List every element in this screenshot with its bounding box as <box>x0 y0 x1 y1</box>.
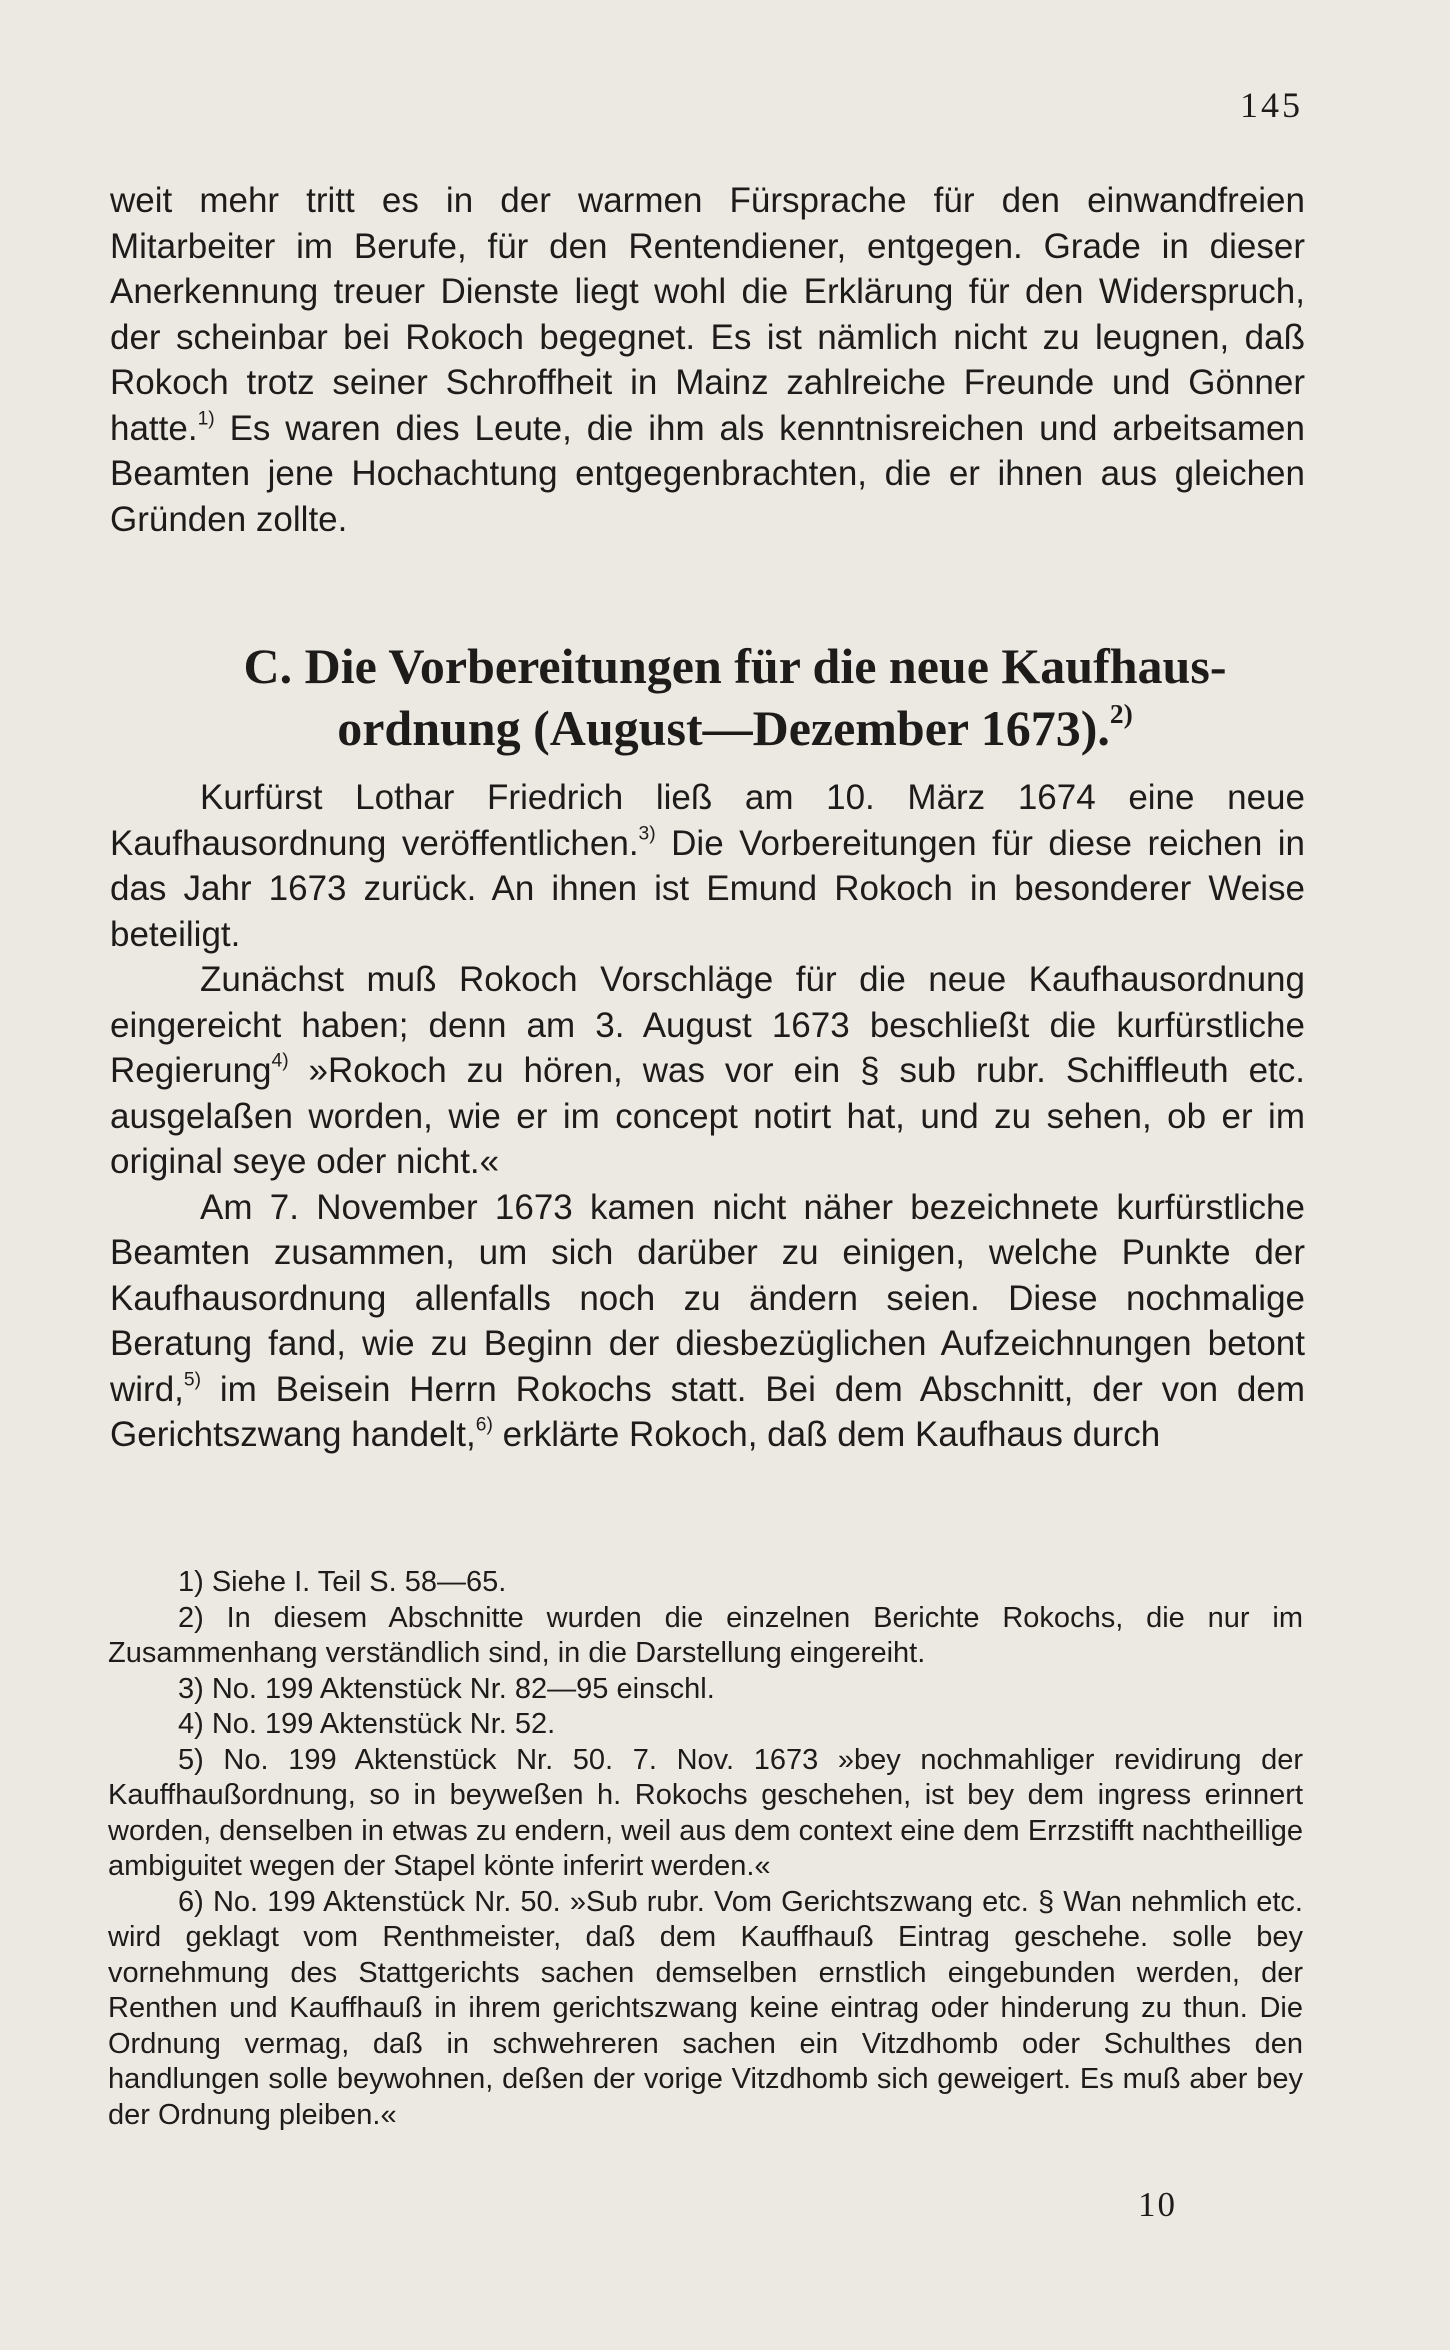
paragraph-1-text-b: Die Vorbereitungen für diese reichen in das Jahr 1673 zurück. An ihnen ist Emund Rokoch in besonderer Weise beteiligt. <box>110 823 1305 954</box>
section-heading-text: ordnung (August—Dezember 1673). <box>337 700 1110 756</box>
intro-text-b: Es waren dies Leute, die ihm als kenntnisreichen und arbeitsamen Beamten jene Hochachtung entgegenbrachten, die er ihnen aus gleichen Gründen zollte. <box>110 408 1305 539</box>
footnote-ref-3: 3) <box>638 823 656 845</box>
footnote-ref-1: 1) <box>197 408 215 430</box>
footnote-6: 6) No. 199 Aktenstück Nr. 50. »Sub rubr. Vom Gerichtszwang etc. § Wan nehmlich etc. wird geklagt vom Renthmeister, daß dem Kauffhauß Eintrag geschehe. solle bey vornehmung des Stattgerichts sachen demselben ernstlich eingebunden werden, der Renthen und Kauffhauß in ihrem gerichtszwang keine eintrag oder hinderung zu thun. Die Ordnung vermag, daß in schwehreren sachen ein Vitzdhomb oder Schulthes den handlungen solle beywohnen, deßen der vorige Vitzdhomb sich geweigert. Es muß aber bey der Ordnung pleiben.« <box>108 1885 1303 2131</box>
paragraph-3-text-b: im Beisein Herrn Rokochs statt. Bei dem Abschnitt, der von dem Gerichtszwang handelt, <box>110 1369 1305 1454</box>
intro-text-block <box>110 178 1305 542</box>
paragraph-3 <box>110 1185 1305 1458</box>
footnote-ref-2: 2) <box>1109 698 1133 729</box>
footnote-ref-5: 5) <box>183 1369 202 1391</box>
footnote-ref-6: 6) <box>475 1414 493 1436</box>
section-heading <box>150 635 1320 759</box>
section-heading-line-1: C. Die Vorbereitungen für die neue Kaufhaus- <box>243 638 1227 694</box>
paragraph-2 <box>110 957 1305 1185</box>
footnote-1: 1) Siehe I. Teil S. 58—65. <box>178 1566 507 1598</box>
footnote-2: 2) In diesem Abschnitte wurden die einzelnen Berichte Rokochs, die nur im Zusammenhang verständlich sind, in die Darstellung eingereiht. <box>108 1601 1303 1669</box>
section-text-block <box>110 775 1305 1458</box>
footnotes <box>108 1565 1303 2133</box>
intro-paragraph <box>110 178 1305 542</box>
intro-text-a: weit mehr tritt es in der warmen Fürsprache für den einwandfreien Mitarbeiter im Berufe, für den Rentendiener, entgegen. Grade in dieser Anerkennung treuer Dienste liegt wohl die Erklärung für den Widerspruch, der scheinbar bei Rokoch begegnet. Es ist nämlich nicht zu leugnen, daß Rokoch trotz seiner Schroffheit in Mainz zahlreiche Freunde und Gönner hatte. <box>110 181 1305 448</box>
paragraph-1-text-a: Kurfürst Lothar Friedrich ließ am 10. März 1674 eine neue Kaufhausordnung veröffentlichen. <box>110 778 1305 863</box>
footnote-5: 5) No. 199 Aktenstück Nr. 50. 7. Nov. 1673 »bey nochmahliger revidirung der Kauffhaußordnung, so in beyweßen h. Rokochs geschehen, ist bey dem ingress erinnert worden, denselben in etwas zu endern, weil aus dem context eine dem Errzstifft nachtheillige ambiguitet wegen der Stapel könte inferirt werden.« <box>108 1743 1303 1882</box>
paragraph-2-text-b: »Rokoch zu hören, was vor ein § sub rubr. Schiffleuth etc. ausgelaßen worden, wie er im concept notirt hat, und zu sehen, ob er im original seye oder nicht.« <box>110 1051 1305 1181</box>
section-heading-line-2 <box>150 697 1320 759</box>
page-number-top: 145 <box>1240 85 1303 125</box>
paragraph-2-text-a: Zunächst muß Rokoch Vorschläge für die neue Kaufhausordnung eingereicht haben; denn am 3. August 1673 beschließt die kurfürstliche Regierung <box>110 960 1305 1090</box>
paragraph-1 <box>110 775 1305 957</box>
footnote-4: 4) No. 199 Aktenstück Nr. 52. <box>178 1708 556 1740</box>
footnote-3: 3) No. 199 Aktenstück Nr. 82—95 einschl. <box>178 1672 715 1705</box>
page-number-bottom: 10 <box>1138 2185 1177 2224</box>
paragraph-3-text-a: Am 7. November 1673 kamen nicht näher bezeichnete kurfürstliche Beamten zusammen, um sich darüber zu einigen, welche Punkte der Kaufhausordnung allenfalls noch zu ändern seien. Diese nochmalige Beratung fand, wie zu Beginn der diesbezüglichen Aufzeichnungen betont wird, <box>110 1187 1305 1409</box>
footnote-ref-4: 4) <box>271 1050 289 1072</box>
paragraph-3-text-c: erklärte Rokoch, daß dem Kaufhaus durch <box>492 1415 1161 1454</box>
